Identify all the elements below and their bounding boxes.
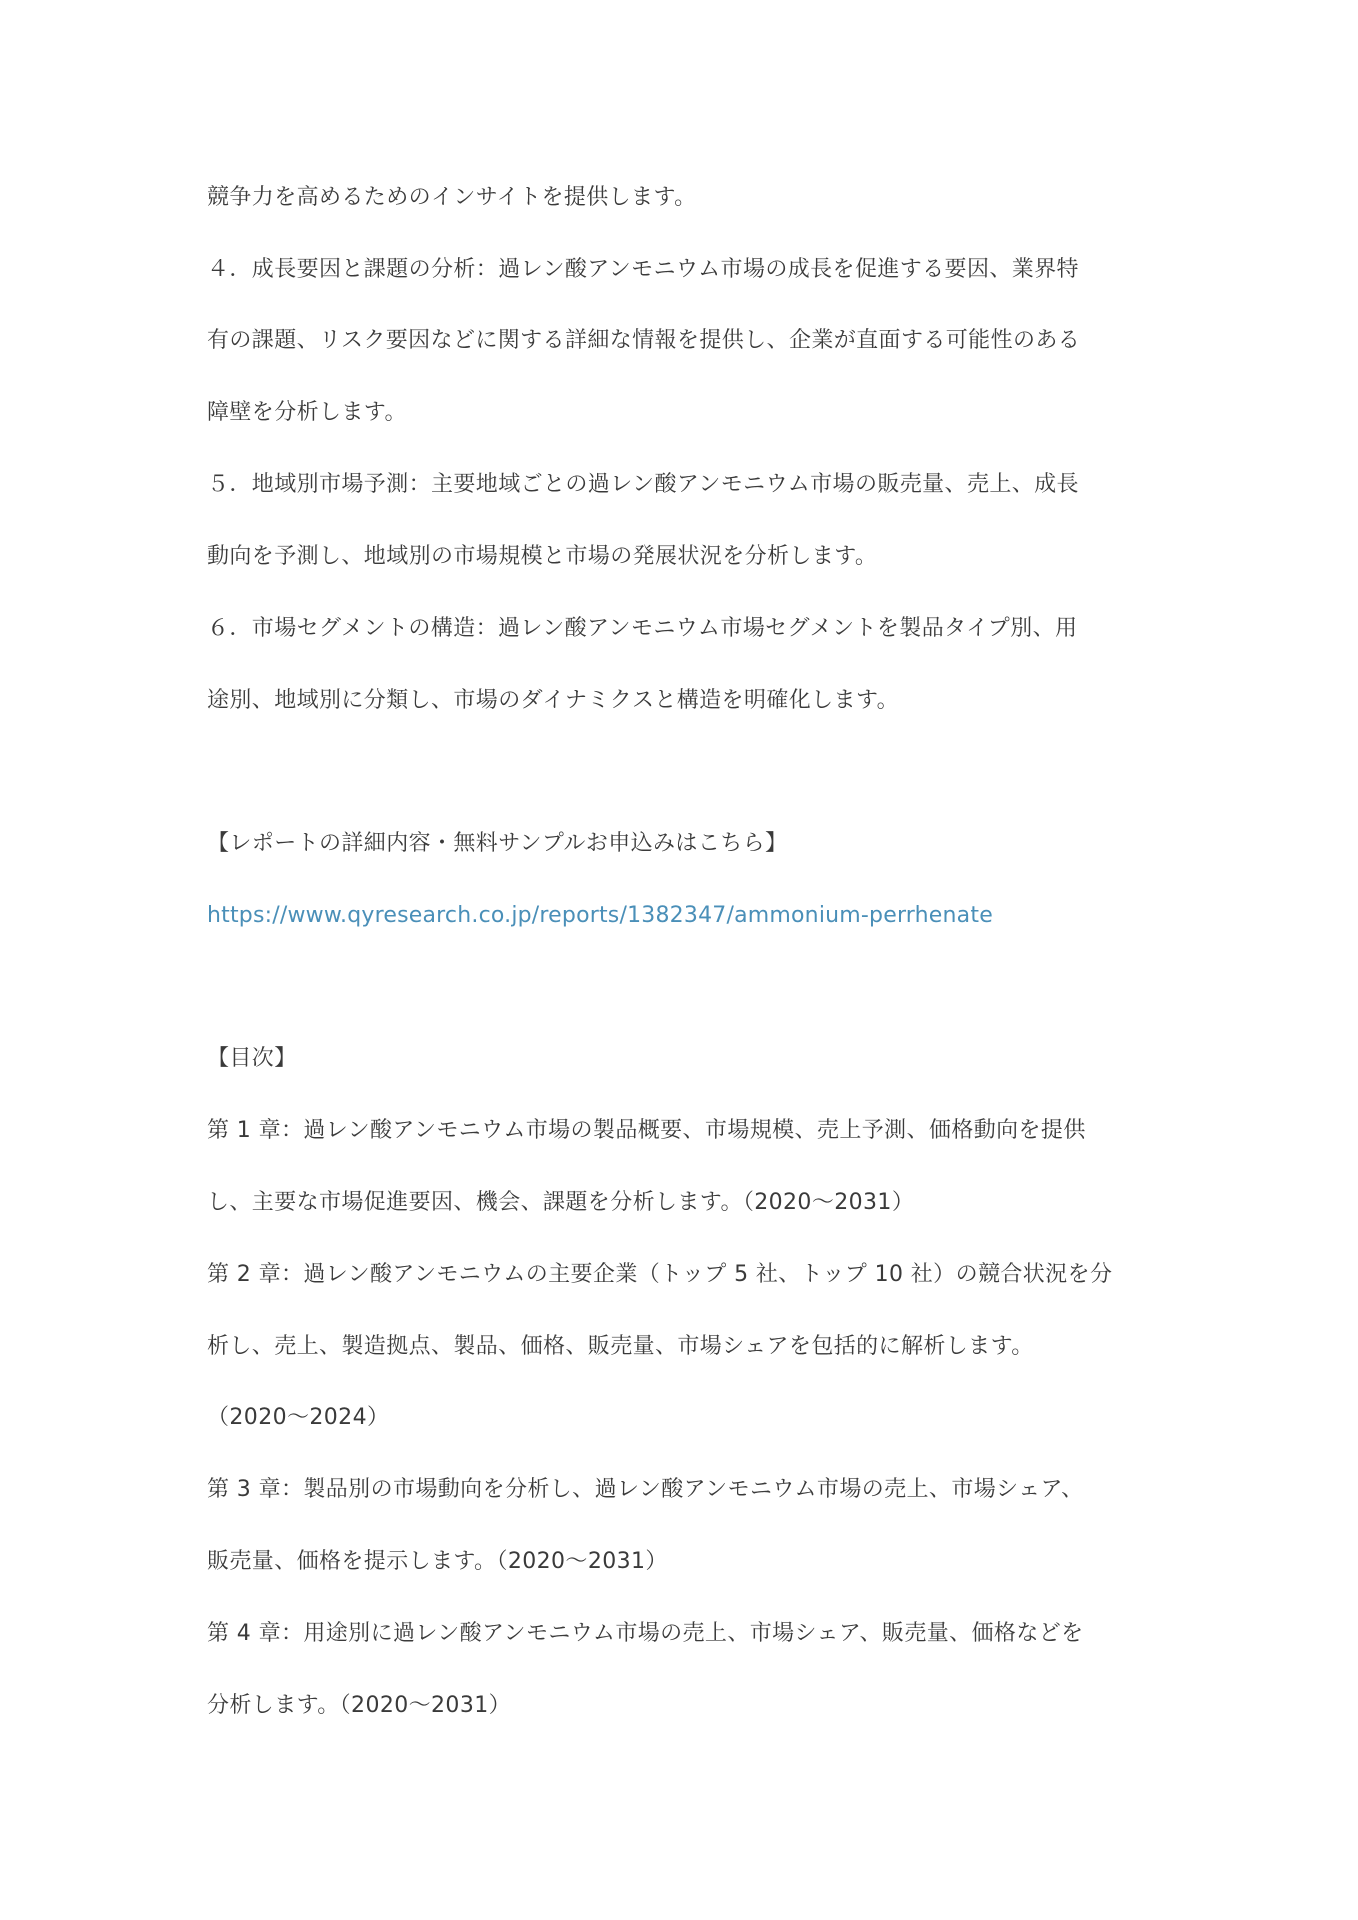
paragraph-4-line-2: 有の課題、リスク要因などに関する詳細な情報を提供し、企業が直面する可能性のある: [207, 328, 1081, 353]
toc-chapter-1-line-2: し、主要な市場促進要因、機会、課題を分析します。（2020〜2031）: [207, 1190, 915, 1215]
paragraph-3-continuation: 競争力を高めるためのインサイトを提供します。: [207, 185, 697, 210]
paragraph-6-line-2: 途別、地域別に分類し、市場のダイナミクスと構造を明確化します。: [207, 688, 899, 713]
paragraph-5-line-1: ５．地域別市場予測：主要地域ごとの過レン酸アンモニウム市場の販売量、売上、成長: [207, 472, 1079, 497]
toc-heading: 【目次】: [207, 1046, 297, 1071]
toc-chapter-2-line-3: （2020〜2024）: [207, 1405, 390, 1430]
toc-chapter-3-line-2: 販売量、価格を提示します。（2020〜2031）: [207, 1549, 668, 1574]
toc-chapter-4-line-2: 分析します。（2020〜2031）: [207, 1693, 512, 1718]
paragraph-4-line-3: 障壁を分析します。: [207, 400, 407, 425]
toc-chapter-2-line-1: 第 2 章：過レン酸アンモニウムの主要企業（トップ 5 社、トップ 10 社）の競合状況を分: [207, 1262, 1113, 1287]
toc-chapter-4-line-1: 第 4 章：用途別に過レン酸アンモニウム市場の売上、市場シェア、販売量、価格などを: [207, 1621, 1084, 1646]
paragraph-6-line-1: ６．市場セグメントの構造：過レン酸アンモニウム市場セグメントを製品タイプ別、用: [207, 616, 1078, 641]
toc-chapter-3-line-1: 第 3 章：製品別の市場動向を分析し、過レン酸アンモニウム市場の売上、市場シェア、: [207, 1477, 1084, 1502]
report-heading: 【レポートの詳細内容・無料サンプルお申込みはこちら】: [207, 831, 788, 856]
paragraph-4-line-1: ４．成長要因と課題の分析：過レン酸アンモニウム市場の成長を促進する要因、業界特: [207, 257, 1079, 282]
toc-chapter-1-line-1: 第 1 章：過レン酸アンモニウム市場の製品概要、市場規模、売上予測、価格動向を提供: [207, 1118, 1086, 1143]
report-link[interactable]: https://www.qyresearch.co.jp/reports/1382347/ammonium-perrhenate: [207, 903, 993, 928]
toc-chapter-2-line-2: 析し、売上、製造拠点、製品、価格、販売量、市場シェアを包括的に解析します。: [207, 1334, 1034, 1359]
paragraph-5-line-2: 動向を予測し、地域別の市場規模と市場の発展状況を分析します。: [207, 544, 878, 569]
